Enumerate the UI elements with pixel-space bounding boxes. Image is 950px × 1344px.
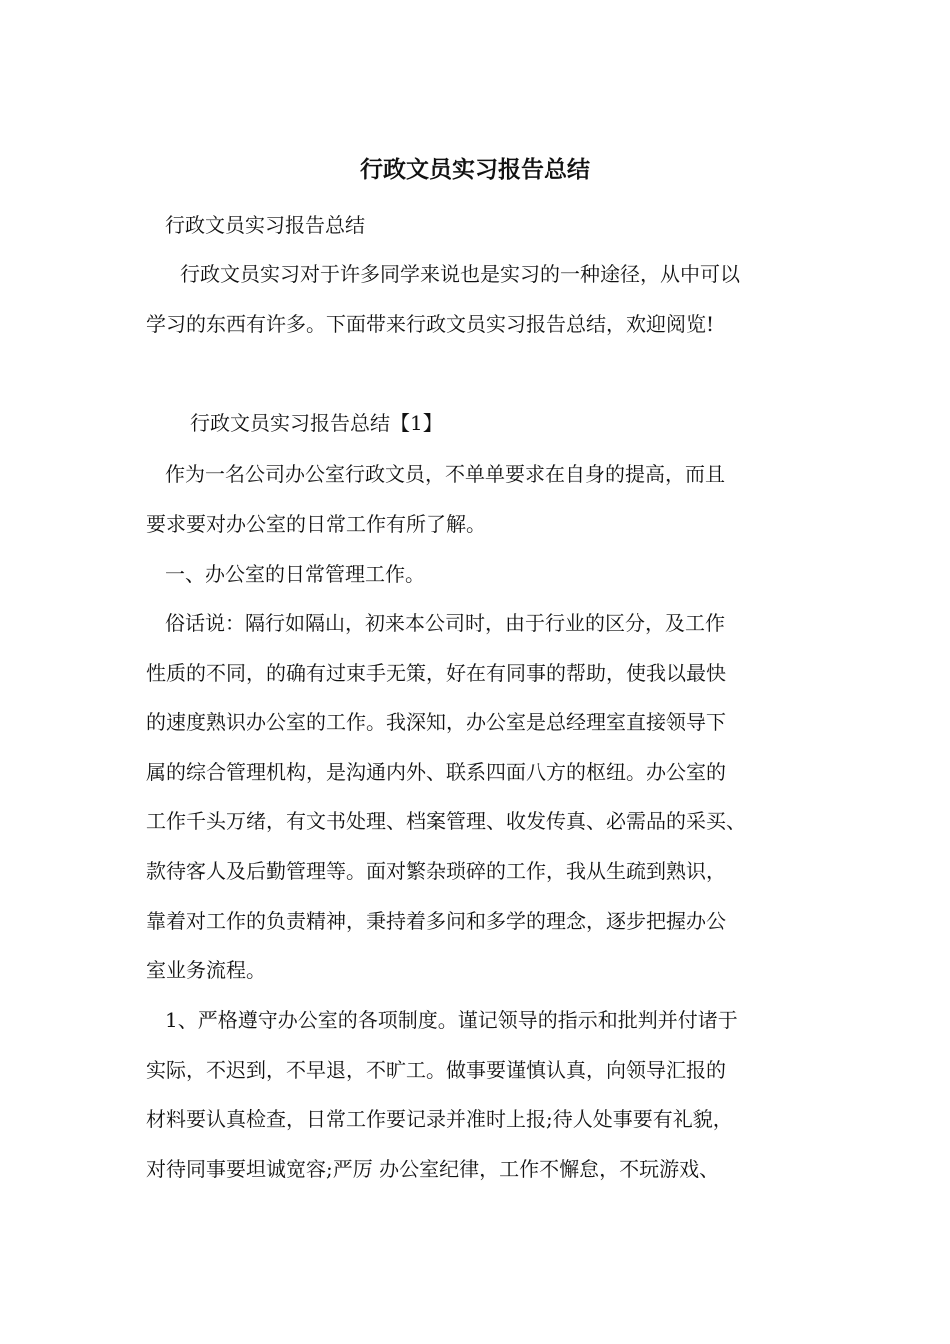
paragraph-line: 靠着对工作的负责精神，秉持着多问和多学的理念，逐步把握办公 — [146, 909, 726, 933]
paragraph-line: 材料要认真检查，日常工作要记录并准时上报;待人处事要有礼貌， — [146, 1107, 733, 1131]
document-subtitle: 行政文员实习报告总结 — [165, 213, 365, 237]
intro-line: 行政文员实习对于许多同学来说也是实习的一种途径，从中可以 — [180, 262, 740, 286]
paragraph-line: 款待客人及后勤管理等。面对繁杂琐碎的工作，我从生疏到熟识， — [146, 859, 726, 883]
paragraph-line: 性质的不同，的确有过束手无策，好在有同事的帮助，使我以最快 — [146, 661, 726, 685]
paragraph-line: 的速度熟识办公室的工作。我深知，办公室是总经理室直接领导下 — [146, 710, 726, 734]
section-heading: 行政文员实习报告总结【1】 — [190, 411, 443, 435]
document-title: 行政文员实习报告总结 — [360, 156, 590, 183]
intro-line: 学习的东西有许多。下面带来行政文员实习报告总结，欢迎阅览! — [146, 312, 715, 336]
paragraph-line: 室业务流程。 — [146, 958, 266, 982]
paragraph-line: 作为一名公司办公室行政文员，不单单要求在自身的提高，而且 — [165, 462, 725, 486]
paragraph-line: 属的综合管理机构，是沟通内外、联系四面八方的枢纽。办公室的 — [146, 760, 726, 784]
paragraph-line: 要求要对办公室的日常工作有所了解。 — [146, 512, 486, 536]
heading-1: 一、办公室的日常管理工作。 — [165, 562, 425, 586]
paragraph-line: 实际，不迟到，不早退，不旷工。做事要谨慎认真，向领导汇报的 — [146, 1058, 726, 1082]
paragraph-line: 工作千头万绪，有文书处理、档案管理、收发传真、必需品的采买、 — [146, 809, 746, 833]
paragraph-line: 对待同事要坦诚宽容;严厉 办公室纪律，工作不懈怠，不玩游戏、 — [146, 1157, 720, 1181]
paragraph-line: 俗话说：隔行如隔山，初来本公司时，由于行业的区分，及工作 — [165, 611, 725, 635]
paragraph-line: 1、严格遵守办公室的各项制度。谨记领导的指示和批判并付诸于 — [165, 1008, 738, 1032]
